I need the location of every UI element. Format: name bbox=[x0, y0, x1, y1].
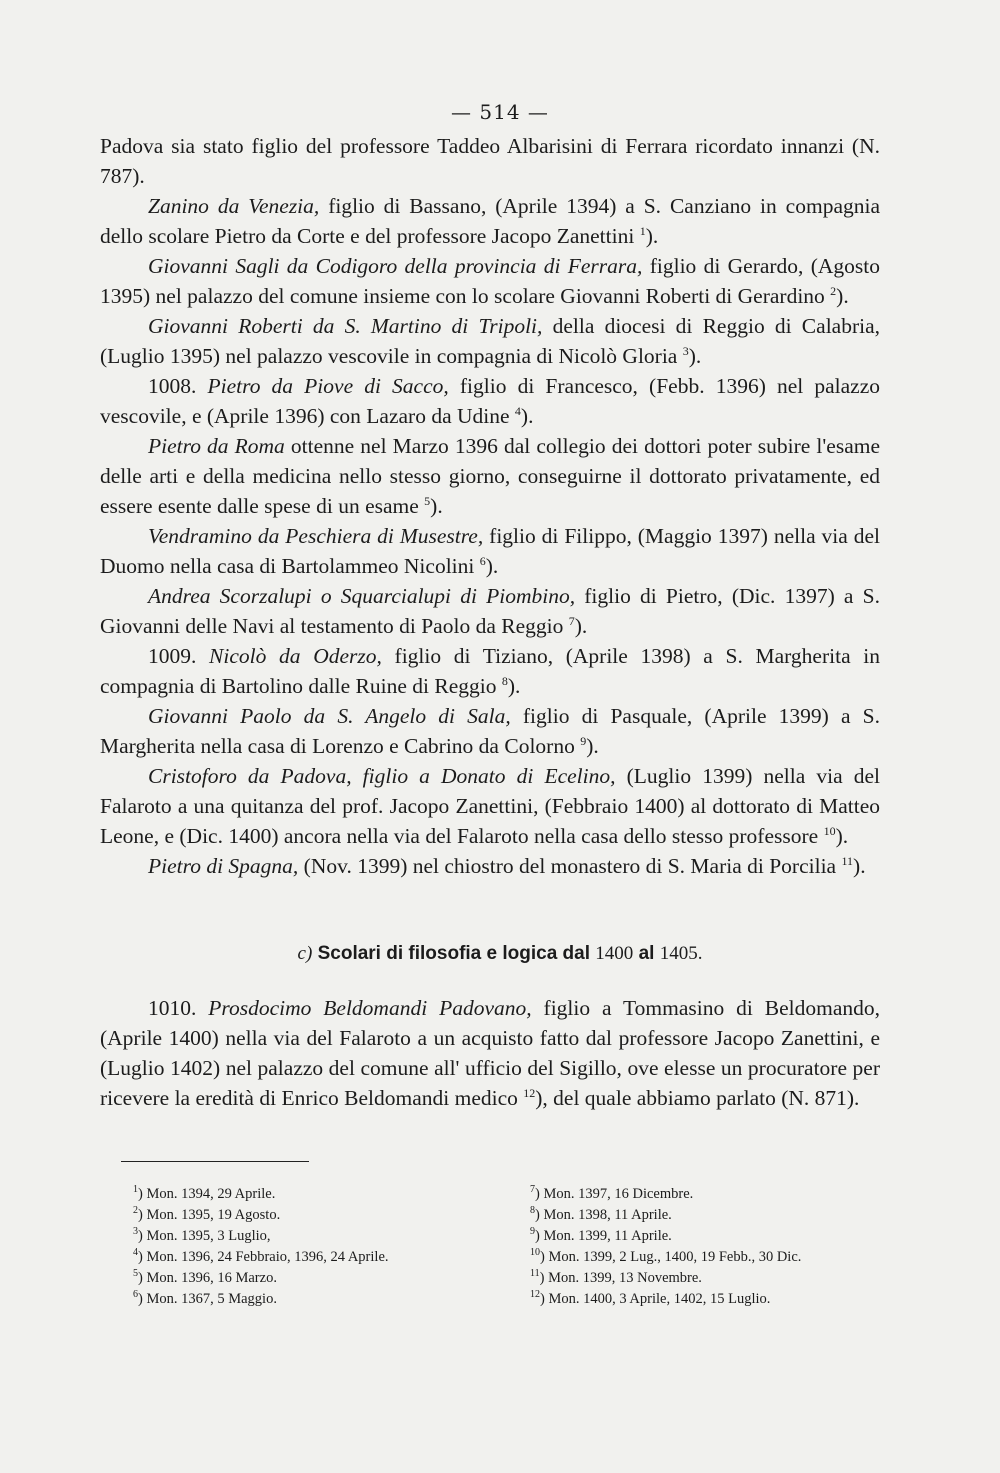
entry-tail: ). bbox=[430, 494, 443, 518]
footnote-text: ) Mon. 1395, 3 Luglio, bbox=[138, 1228, 271, 1244]
entry-tail: ). bbox=[835, 824, 849, 848]
section-connector: al bbox=[638, 943, 655, 964]
person-name: Pietro di Spagna, bbox=[148, 854, 299, 878]
person-name: Nicolò da Oderzo, bbox=[209, 644, 382, 668]
footnote-text: ) Mon. 1394, 29 Aprile. bbox=[138, 1186, 276, 1202]
footnote bbox=[133, 1226, 493, 1247]
footnotes-left bbox=[133, 1184, 493, 1310]
footnote-number: 4 bbox=[133, 1247, 138, 1259]
paragraph bbox=[100, 581, 880, 641]
section-paragraph bbox=[100, 993, 880, 1113]
entry-text: (Luglio 1399) nella via del Falaroto a una quitanza del prof. Jacopo Zanettini, (Febbraio 1400) al dottorato di Matteo Leone, e (Dic. 1400) ancora nella via del Falaroto nella casa dello stesso professore bbox=[100, 764, 881, 848]
section-text bbox=[100, 993, 880, 1113]
paragraph bbox=[100, 371, 880, 431]
section-heading bbox=[0, 943, 1000, 965]
footnote-ref: 9 bbox=[580, 733, 587, 748]
person-name: Andrea Scorzalupi o Squarcialupi di Piombino, bbox=[148, 584, 576, 608]
footnote-ref: 10 bbox=[823, 823, 836, 838]
footnote-number: 10 bbox=[530, 1247, 540, 1259]
section-year-to: 1405. bbox=[659, 943, 703, 964]
entry-text: figlio di Bassano, (Aprile 1394) a S. Canziano in compagnia dello scolare Pietro da Corte e del professore Jacopo Zanettini bbox=[100, 194, 881, 248]
entry-tail: ). bbox=[520, 404, 534, 428]
footnote-number: 8 bbox=[530, 1205, 535, 1217]
entry-text: figlio di Francesco, (Febb. 1396) nel palazzo vescovile, e (Aprile 1396) con Lazaro da Udine bbox=[100, 374, 880, 428]
footnote-number: 5 bbox=[133, 1268, 138, 1280]
footnote-text: ) Mon. 1399, 13 Novembre. bbox=[539, 1270, 702, 1286]
paragraph bbox=[100, 851, 880, 881]
entry-tail: ), del quale abbiamo parlato (N. 871). bbox=[535, 1086, 860, 1110]
footnote-ref: 6 bbox=[479, 553, 486, 568]
footnote-number: 7 bbox=[530, 1184, 535, 1196]
entry-text: Padova sia stato figlio del professore Taddeo Albarisini di Ferrara ricordato innanzi (N. 787). bbox=[100, 134, 880, 188]
footnote bbox=[133, 1184, 493, 1205]
person-name: Pietro da Roma bbox=[148, 434, 285, 458]
footnote-text: ) Mon. 1396, 16 Marzo. bbox=[138, 1270, 277, 1286]
footnote-number: 3 bbox=[133, 1226, 138, 1238]
footnotes-right bbox=[530, 1184, 890, 1310]
paragraph bbox=[100, 311, 880, 371]
entry-tail: ). bbox=[853, 854, 866, 878]
paragraph bbox=[100, 131, 880, 191]
footnote bbox=[530, 1226, 890, 1247]
entry-text: figlio di Pasquale, (Aprile 1399) a S. Margherita nella casa di Lorenzo e Cabrino da Colorno bbox=[100, 704, 880, 758]
entry-tail: ). bbox=[586, 734, 599, 758]
person-name: Pietro da Piove di Sacco, bbox=[207, 374, 449, 398]
footnote-number: 12 bbox=[530, 1289, 540, 1301]
entry-text: della diocesi di Reggio di Calabria, (Luglio 1395) nel palazzo vescovile in compagnia di Nicolò Gloria bbox=[100, 314, 881, 368]
paragraph bbox=[100, 701, 880, 761]
footnote bbox=[133, 1289, 493, 1310]
page-number: — 514 — bbox=[451, 100, 549, 124]
section-year-from: 1400 bbox=[595, 943, 634, 964]
person-name: Vendramino da Peschiera di Musestre, bbox=[148, 524, 484, 548]
footnote-rule bbox=[121, 1161, 309, 1162]
footnote-number: 1 bbox=[133, 1184, 138, 1196]
footnote-number: 9 bbox=[530, 1226, 535, 1238]
entry-tail: ). bbox=[507, 674, 521, 698]
entry-text: figlio a Tommasino di Beldomando, (Aprile 1400) nella via del Falaroto a un acquisto fatto dal professore Jacopo Zanettini, e (Luglio 1402) nel palazzo del comune all' ufficio del Sigillo, ove elesse un procuratore per ricevere la eredità di Enrico Beldomandi medico bbox=[100, 996, 881, 1110]
person-name: Prosdocimo Beldomandi Padovano, bbox=[208, 996, 532, 1020]
footnote-ref: 11 bbox=[841, 853, 854, 868]
footnote-number: 11 bbox=[530, 1268, 540, 1280]
person-name: Giovanni Roberti da S. Martino di Tripoli, bbox=[148, 314, 543, 338]
footnote bbox=[530, 1247, 890, 1268]
entry-tail: ). bbox=[645, 224, 659, 248]
footnote bbox=[133, 1205, 493, 1226]
section-title: Scolari di filosofia e logica dal bbox=[317, 943, 590, 964]
entry-text: figlio di Tiziano, (Aprile 1398) a S. Margherita in compagnia di Bartolino dalle Ruine di Reggio bbox=[100, 644, 881, 698]
footnote bbox=[133, 1268, 493, 1289]
footnote-ref: 12 bbox=[523, 1085, 536, 1100]
footnote bbox=[530, 1205, 890, 1226]
footnote bbox=[530, 1268, 890, 1289]
footnote-ref: 8 bbox=[501, 673, 508, 688]
entry-tail: ). bbox=[574, 614, 588, 638]
footnote-ref: 2 bbox=[830, 283, 837, 298]
footnote-text: ) Mon. 1399, 11 Aprile. bbox=[535, 1228, 672, 1244]
person-name: Giovanni Paolo da S. Angelo di Sala, bbox=[148, 704, 511, 728]
footnote-ref: 1 bbox=[639, 223, 646, 238]
footnote-ref: 3 bbox=[682, 343, 689, 358]
paragraph bbox=[100, 641, 880, 701]
entry-number: 1009. bbox=[148, 644, 210, 668]
entry-text: (Nov. 1399) nel chiostro del monastero di S. Maria di Porcilia bbox=[298, 854, 842, 878]
footnote bbox=[530, 1184, 890, 1205]
footnote-text: ) Mon. 1398, 11 Aprile. bbox=[535, 1207, 672, 1223]
entry-tail: ). bbox=[688, 344, 702, 368]
entry-text: figlio di Pietro, (Dic. 1397) a S. Giovanni delle Navi al testamento di Paolo da Reggio bbox=[100, 584, 880, 638]
footnote-text: ) Mon. 1367, 5 Maggio. bbox=[138, 1291, 277, 1307]
paragraph bbox=[100, 191, 880, 251]
paragraph bbox=[100, 251, 880, 311]
footnote-text: ) Mon. 1400, 3 Aprile, 1402, 15 Luglio. bbox=[540, 1291, 771, 1307]
footnote-ref: 7 bbox=[568, 613, 575, 628]
footnote-ref: 5 bbox=[424, 493, 431, 508]
footnote bbox=[530, 1289, 890, 1310]
footnote-number: 6 bbox=[133, 1289, 138, 1301]
section-label: c) bbox=[297, 943, 313, 964]
paragraph bbox=[100, 761, 880, 851]
entry-text: figlio di Filippo, (Maggio 1397) nella via del Duomo nella casa di Bartolammeo Nicolini bbox=[100, 524, 881, 578]
footnote-text: ) Mon. 1399, 2 Lug., 1400, 19 Febb., 30 Dic. bbox=[540, 1249, 802, 1265]
person-name: Zanino da Venezia, bbox=[148, 194, 320, 218]
entry-tail: ). bbox=[836, 284, 849, 308]
footnote-number: 2 bbox=[133, 1205, 138, 1217]
footnote bbox=[133, 1247, 493, 1268]
footnote-ref: 4 bbox=[514, 403, 521, 418]
entry-tail: ). bbox=[485, 554, 499, 578]
paragraph bbox=[100, 521, 880, 581]
entry-text: figlio di Gerardo, (Agosto 1395) nel palazzo del comune insieme con lo scolare Giovanni Roberti di Gerardino bbox=[100, 254, 881, 308]
person-name: Giovanni Sagli da Codigoro della provincia di Ferrara, bbox=[148, 254, 643, 278]
entry-number: 1010. bbox=[148, 996, 209, 1020]
footnote-text: ) Mon. 1395, 19 Agosto. bbox=[138, 1207, 281, 1223]
footnote-text: ) Mon. 1396, 24 Febbraio, 1396, 24 Aprile. bbox=[138, 1249, 389, 1265]
footnote-text: ) Mon. 1397, 16 Dicembre. bbox=[535, 1186, 694, 1202]
person-name: Cristoforo da Padova, figlio a Donato di Ecelino, bbox=[148, 764, 616, 788]
entry-number: 1008. bbox=[148, 374, 208, 398]
paragraph bbox=[100, 431, 880, 521]
main-text bbox=[100, 131, 880, 881]
entry-text: ottenne nel Marzo 1396 dal collegio dei dottori poter subire l'esame delle arti e della medicina nello stesso giorno, conseguirne il dottorato privatamente, ed essere esente dalle spese di un esame bbox=[100, 434, 880, 518]
